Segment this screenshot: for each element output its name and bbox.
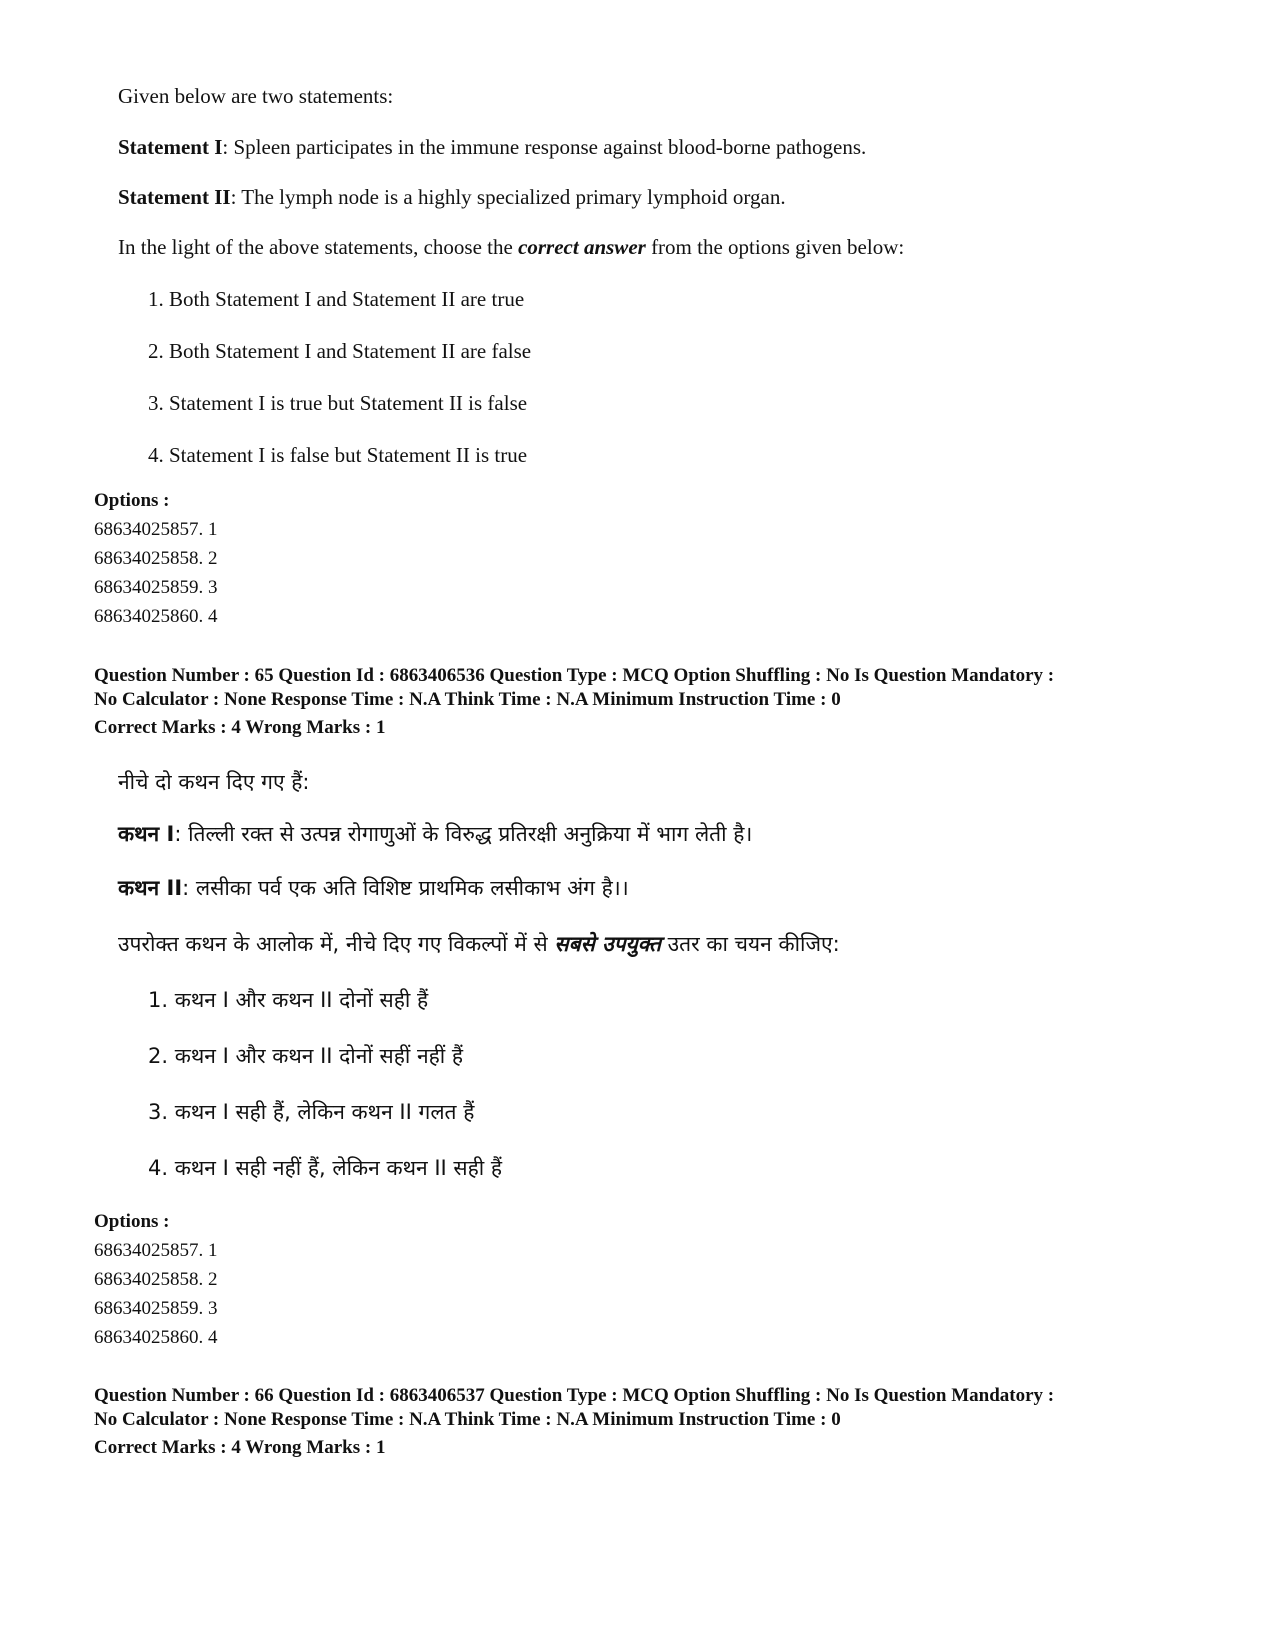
statement-1 [118, 135, 866, 159]
option-item: 68634025860. 4 [94, 1327, 218, 1348]
options-list [94, 515, 1214, 631]
meta-line-3: Correct Marks : 4 Wrong Marks : 1 [94, 717, 386, 738]
instruction-emphasis: सबसे उपयुक्त [554, 932, 661, 956]
meta-line-3: Correct Marks : 4 Wrong Marks : 1 [94, 1437, 386, 1458]
question-instruction [118, 932, 840, 956]
instruction-suffix: उतर का चयन कीजिए: [660, 932, 840, 956]
statement-1-label: Statement I [118, 135, 223, 159]
question-intro: Given below are two statements: [118, 84, 394, 108]
question-meta [94, 1384, 1214, 1460]
choice-2: 2. Both Statement I and Statement II are false [148, 339, 532, 363]
option-item: 68634025858. 2 [94, 548, 218, 569]
meta-line-1: Question Number : 66 Question Id : 6863406537 Question Type : MCQ Option Shuffling : No Is Question Mandatory : [94, 1385, 1055, 1406]
choice-3: 3. Statement I is true but Statement II is false [148, 391, 528, 415]
instruction-emphasis: correct answer [518, 235, 646, 259]
question-instruction [118, 235, 904, 259]
instruction-suffix: from the options given below: [645, 235, 905, 259]
instruction-prefix: उपरोक्त कथन के आलोक में, नीचे दिए गए विकल्पों में से [118, 932, 555, 956]
statement-2-text: : लसीका पर्व एक अति विशिष्ट प्राथमिक लसीकाभ अंग है।। [182, 876, 629, 900]
choice-1: 1. कथन I और कथन II दोनों सही हैं [148, 988, 429, 1012]
statement-1-label: कथन I [118, 822, 175, 846]
instruction-prefix: In the light of the above statements, choose the [118, 235, 519, 259]
options-heading: Options : [94, 490, 170, 511]
option-item: 68634025858. 2 [94, 1269, 218, 1290]
question-meta [94, 664, 1214, 740]
option-item: 68634025857. 1 [94, 519, 218, 540]
option-item: 68634025859. 3 [94, 1298, 218, 1319]
choice-1: 1. Both Statement I and Statement II are true [148, 287, 525, 311]
statement-2 [118, 185, 786, 209]
options-block [94, 486, 1214, 631]
options-heading: Options : [94, 1211, 170, 1232]
meta-line-1: Question Number : 65 Question Id : 6863406536 Question Type : MCQ Option Shuffling : No Is Question Mandatory : [94, 665, 1055, 686]
option-item: 68634025859. 3 [94, 577, 218, 598]
question-intro: नीचे दो कथन दिए गए हैं: [118, 770, 310, 794]
statement-2-label: कथन II [118, 876, 183, 900]
statement-2-label: Statement II [118, 185, 231, 209]
choice-4: 4. कथन I सही नहीं हैं, लेकिन कथन II सही हैं [148, 1156, 503, 1180]
choice-2: 2. कथन I और कथन II दोनों सहीं नहीं हैं [148, 1044, 464, 1068]
statement-2 [118, 876, 629, 900]
choice-4: 4. Statement I is false but Statement II is true [148, 443, 528, 467]
statement-1-text: : Spleen participates in the immune response against blood-borne pathogens. [222, 135, 867, 159]
option-item: 68634025857. 1 [94, 1240, 218, 1261]
statement-1-text: : तिल्ली रक्त से उत्पन्न रोगाणुओं के विरुद्ध प्रतिरक्षी अनुक्रिया में भाग लेती है। [174, 822, 753, 846]
option-item: 68634025860. 4 [94, 606, 218, 627]
choice-3: 3. कथन I सही हैं, लेकिन कथन II गलत हैं [148, 1100, 475, 1124]
statement-2-text: : The lymph node is a highly specialized primary lymphoid organ. [230, 185, 786, 209]
options-list [94, 1236, 1214, 1352]
meta-line-2: No Calculator : None Response Time : N.A Think Time : N.A Minimum Instruction Time : 0 [94, 689, 841, 710]
statement-1 [118, 822, 752, 846]
options-block [94, 1207, 1214, 1352]
meta-line-2: No Calculator : None Response Time : N.A Think Time : N.A Minimum Instruction Time : 0 [94, 1409, 841, 1430]
